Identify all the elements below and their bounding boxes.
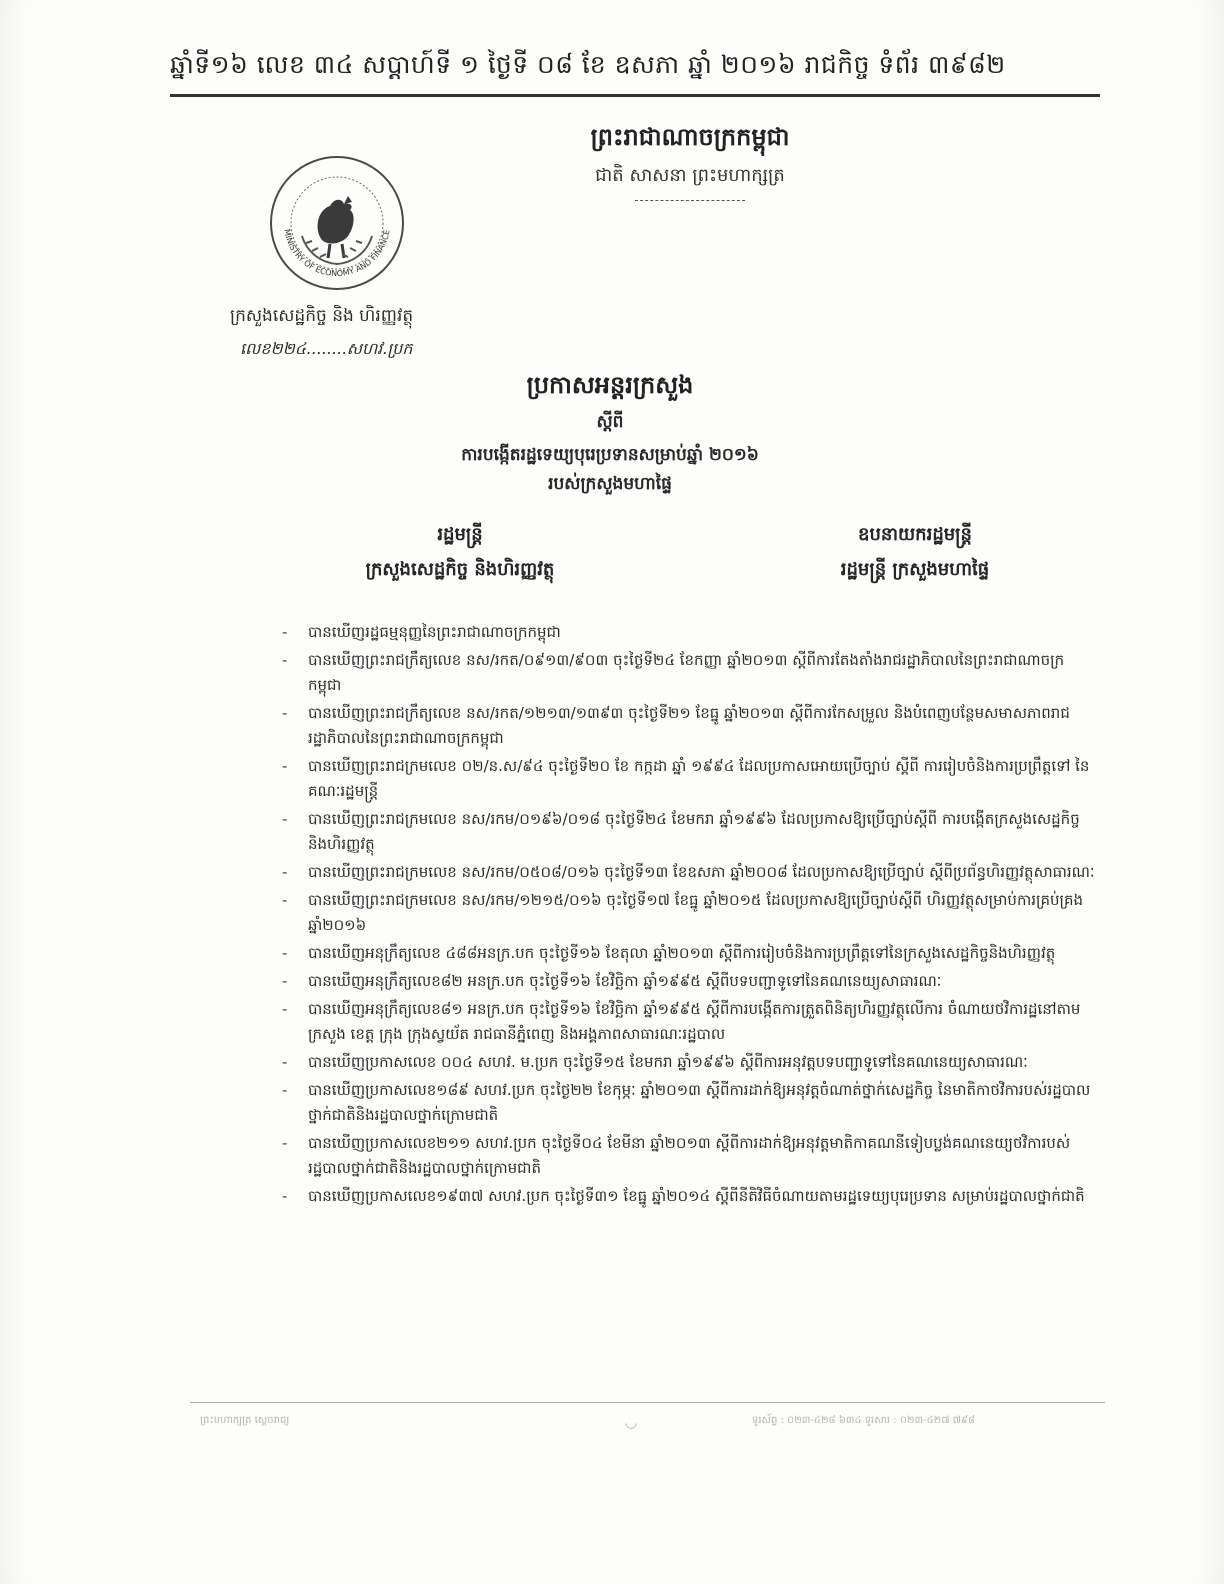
considerations-list bbox=[282, 620, 1097, 1212]
list-item: - បានឃើញព្រះរាជក្រមលេខ នស/រកម/១២១៥/០១៦ ចុះថ្ងៃទី១៧ ខែធ្នូ ឆ្នាំ២០១៥ ដែលប្រកាសឱ្យប្រើច្បាប់ស្តីពី ហិរញ្ញវត្ថុសម្រាប់ការគ្រប់គ្រងឆ្នាំ២០១៦ bbox=[282, 891, 1084, 934]
list-item: - បានឃើញព្រះរាជក្រមលេខ ០២/ន.ស/៩៤ ចុះថ្ងៃទី២០ ខែ កក្កដា ឆ្នាំ ១៩៩៤ ដែលប្រកាសអោយប្រើច្បាប់ ស្តីពី ការរៀបចំនិងការប្រព្រឹត្តទៅ នៃគណៈរដ្ឋមន្ត្រី bbox=[282, 757, 1090, 800]
list-item: - បានឃើញប្រកាសលេខ២១១ សហវ.ប្រក ចុះថ្ងៃទី០៤ ខែមីនា ឆ្នាំ២០១៣ ស្តីពីការដាក់ឱ្យអនុវត្តមាតិកាគណនីទៀបប្លង់គណនេយ្យថវិការបស់រដ្ឋបាលថ្នាក់ជាតិនិងរដ្ឋបាលថ្នាក់ក្រោមជាតិ bbox=[282, 1134, 1071, 1177]
ministry-name: ក្រសួងសេដ្ឋកិច្ច និង ហិរញ្ញវត្ថុ bbox=[230, 306, 414, 326]
reference-number: លេខ២២៤........សហវ.ប្រក bbox=[240, 339, 413, 358]
kingdom-heading bbox=[540, 122, 840, 201]
document-about: ស្តីពី bbox=[596, 412, 624, 432]
footer-left-text: ព្រះមហាក្សត្រ ស្តេចរាជ្យ bbox=[200, 1415, 290, 1426]
list-item: - បានឃើញអនុក្រឹត្យលេខ៨១ អនក្រ.បក ចុះថ្ងៃទី១៦ ខែវិច្ឆិកា ឆ្នាំ១៩៩៥ ស្តីពីការបង្កើតការត្រួតពិនិត្យហិរញ្ញវត្ថុលើការ ចំណាយថវិការដ្ឋនៅតាមក្រសួង ខេត្ត ក្រុង ក្រុងស្វយ័ត រាជធានីភ្នំពេញ និងអង្គភាពសាធារណៈរដ្ឋបាល bbox=[282, 1000, 1081, 1043]
signer-left-title: រដ្ឋមន្ត្រី bbox=[437, 524, 483, 545]
document-of: របស់ក្រសួងមហាផ្ទៃ bbox=[548, 474, 672, 494]
footer-center-mark: ◡ bbox=[625, 1415, 638, 1431]
page-footer bbox=[190, 1402, 1105, 1431]
list-item: - បានឃើញព្រះរាជក្រមលេខ នស/រកម/០១៩៦/០១៨ ចុះថ្ងៃទី២៤ ខែមករា ឆ្នាំ១៩៩៦ ដែលប្រកាសឱ្យប្រើច្បាប់ស្តីពី ការបង្កើតក្រសួងសេដ្ឋកិច្ចនិងហិរញ្ញវត្ថុ bbox=[282, 810, 1080, 853]
document-type: ប្រកាសអន្តរក្រសួង bbox=[526, 371, 694, 399]
list-item: - បានឃើញព្រះរាជក្រឹត្យលេខ នស/រកត/១២១៣/១៣៩៣ ចុះថ្ងៃទី២១ ខែធ្នូ ឆ្នាំ២០១៣ ស្តីពីការកែសម្រួល និងបំពេញបន្ថែមសមាសភាពរាជរដ្ឋាភិបាលនៃព្រះរាជាណាចក្រកម្ពុជា bbox=[282, 704, 1070, 747]
list-item: - បានឃើញប្រកាសលេខ ០០៤ សហវ. ម.ប្រក ចុះថ្ងៃទី១៥ ខែមករា ឆ្នាំ១៩៩៦ ស្តីពីការអនុវត្តបទបញ្ជាទូទៅនៃគណនេយ្យសាធារណៈ bbox=[282, 1053, 1028, 1071]
document-subject: ការបង្កើតរដ្ឋទេយ្យបុរេប្រទានសម្រាប់ឆ្នាំ ២០១៦ bbox=[461, 445, 759, 465]
footer-contact: ទូរស័ព្ទ : ០២៣-៤២៨ ៦៣៤ ទូរសារ : ០២៣-៤២៧ ៧៩៨ bbox=[752, 1415, 976, 1426]
list-item: - បានឃើញព្រះរាជក្រឹត្យលេខ នស/រកត/០៩១៣/៩០៣ ចុះថ្ងៃទី២៤ ខែកញ្ញា ឆ្នាំ២០១៣ ស្តីពីការតែងតាំងរាជរដ្ឋាភិបាលនៃព្រះរាជាណាចក្រកម្ពុជា bbox=[282, 651, 1065, 694]
list-item: - បានឃើញប្រកាសលេខ១៨៩ សហវ.ប្រក ចុះថ្ងៃ២២ ខែកុម្ភៈ ឆ្នាំ២០១៣ ស្តីពីការដាក់ឱ្យអនុវត្តចំណាត់ថ្នាក់សេដ្ឋកិច្ច នៃមាតិកាថវិការបស់រដ្ឋបាលថ្នាក់ជាតិនិងរដ្ឋបាលថ្នាក់ក្រោមជាតិ bbox=[282, 1081, 1091, 1124]
gazette-header: ឆ្នាំទី១៦ លេខ ៣៤ សប្តាហ៍ទី ១ ថ្ងៃទី ០៨ ខែ ឧសភា ឆ្នាំ ២០១៦ រាជកិច្ច ទំព័រ ៣៩៨២ bbox=[170, 50, 1100, 97]
list-item: - បានឃើញព្រះរាជក្រមលេខ នស/រកម/០៥០៨/០១៦ ចុះថ្ងៃទី១៣ ខែឧសភា ឆ្នាំ២០០៨ ដែលប្រកាសឱ្យប្រើច្បាប់ ស្តីពីប្រព័ន្ធហិរញ្ញវត្ថុសាធារណៈ bbox=[282, 863, 1095, 881]
list-item: - បានឃើញរដ្ឋធម្មនុញ្ញនៃព្រះរាជាណាចក្រកម្ពុជា bbox=[282, 623, 561, 641]
seal-text: MINISTRY OF ECONOMY AND FINANCE bbox=[282, 228, 392, 279]
list-item: - បានឃើញអនុក្រឹត្យលេខ ៤៨៨អនក្រ.បក ចុះថ្ងៃទី១៦ ខែតុលា ឆ្នាំ២០១៣ ស្តីពីការរៀបចំនិងការប្រព្រឹត្តទៅនៃក្រសួងសេដ្ឋកិច្ចនិងហិរញ្ញវត្ថុ bbox=[282, 944, 1056, 962]
signer-right-ministry: រដ្ឋមន្ត្រី ក្រសួងមហាផ្ទៃ bbox=[840, 559, 990, 580]
list-item: - បានឃើញប្រកាសលេខ១៩៣៧ សហវ.ប្រក ចុះថ្ងៃទី៣១ ខែធ្នូ ឆ្នាំ២០១៤ ស្តីពីនីតិវិធីចំណាយតាមរដ្ឋទេយ្យបុរេប្រទាន សម្រាប់រដ្ឋបាលថ្នាក់ជាតិ bbox=[282, 1187, 1085, 1205]
signer-right bbox=[780, 522, 1050, 584]
list-item: - បានឃើញអនុក្រឹត្យលេខ៨២ អនក្រ.បក ចុះថ្ងៃទី១៦ ខែវិច្ឆិកា ឆ្នាំ១៩៩៥ ស្តីពីបទបញ្ជាទូទៅនៃគណនេយ្យសាធារណៈ bbox=[282, 972, 942, 990]
ornament-divider bbox=[635, 200, 745, 201]
kingdom-motto: ជាតិ សាសនា ព្រះមហាក្សត្រ bbox=[595, 165, 785, 186]
signer-right-title: ឧបនាយករដ្ឋមន្ត្រី bbox=[858, 524, 972, 545]
document-title bbox=[400, 370, 820, 498]
signer-left bbox=[320, 522, 600, 584]
signer-left-ministry: ក្រសួងសេដ្ឋកិច្ច និងហិរញ្ញវត្ថុ bbox=[365, 559, 555, 580]
kingdom-name: ព្រះរាជាណាចក្រកម្ពុជា bbox=[590, 123, 790, 151]
rooster-seal-icon bbox=[262, 148, 412, 298]
